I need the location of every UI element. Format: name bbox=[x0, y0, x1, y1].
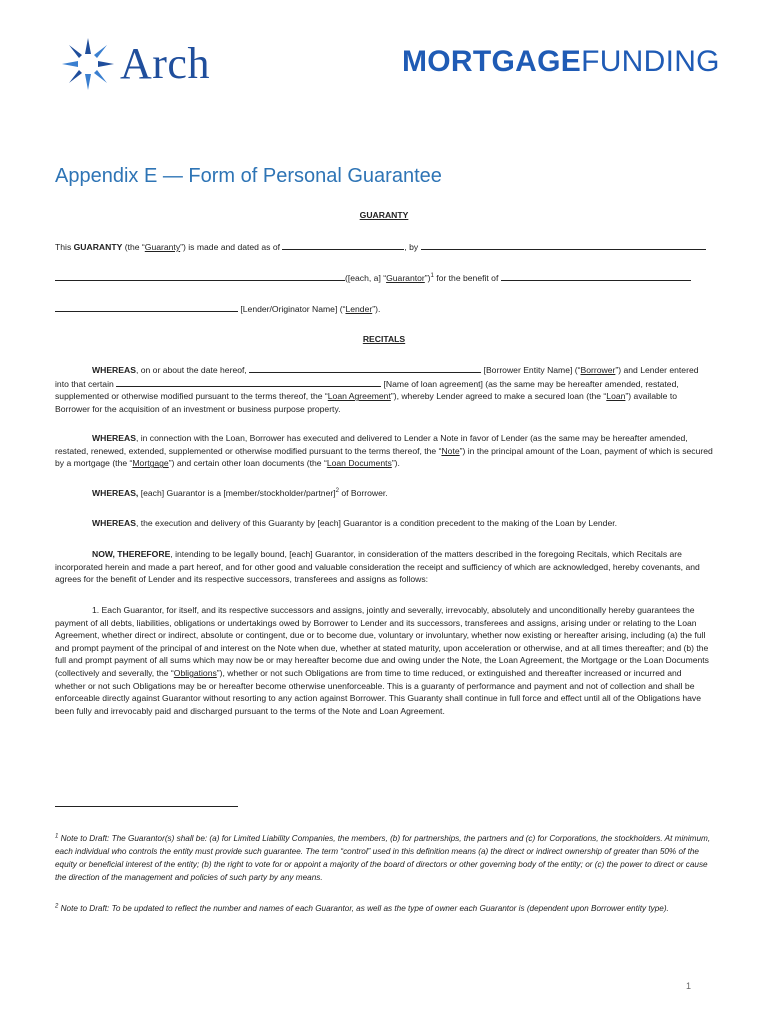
recital-text: ”). bbox=[391, 458, 400, 469]
recital-text: ”), whereby Lender agreed to make a secured loan (the “ bbox=[390, 391, 607, 402]
intro-text: ([each, a] “ bbox=[345, 273, 387, 283]
section-text: ”), whether or not such Obligations are from time to time reduced, or extinguished and thereafter increased or incurred and whether or not such Obligations may be or hereafter become otherwise unenforceable. This is a guaranty of performance and payment and not of collection and shall be enforceable directly against Guarantor without resorting to any action against Borrower. This Guaranty shall continue in full force and effect until all of the Obligations have been fully and irrevocably paid and discharged pursuant to the terms of the Note and Loan Agreement. bbox=[55, 667, 702, 716]
section-text: 1. Each Guarantor, for itself, and its respective successors and assigns, jointly and severally, irrevocably, absolutely and unconditionally hereby guarantees the payment of all debts, liabilities, obligations or undertakings owed by Borrower to Lender and its successors, transferees and assigns, arising under or relating to the Loan Agreement, whether direct or indirect, absolute or contingent, due or to become due, voluntary or involuntary, whether now existing or hereafter arising, including (a) the full and prompt payment of the principal of and interest on the Note when due, whether at stated maturity, upon acceleration or otherwise, and at all times thereafter; and (b) the full and prompt payment of all sums which may now be or may hereafter become due and owing under the Note, the Loan Agreement, the Mortgage or the Loan Documents (collectively and severally, the “ bbox=[55, 605, 709, 678]
recital-mortgage-defined: Mortgage bbox=[132, 458, 169, 469]
footnote-2 bbox=[55, 902, 713, 915]
footnote-ref-2[interactable]: 2 bbox=[335, 488, 339, 495]
intro-text: ”) is made and dated as of bbox=[180, 242, 283, 252]
arch-logo-text: Arch bbox=[120, 39, 210, 88]
intro-text: (the “ bbox=[122, 242, 145, 252]
document-title: Appendix E — Form of Personal Guarantee bbox=[55, 165, 442, 187]
loan-agreement-blank-field[interactable] bbox=[116, 377, 381, 387]
recital-note-defined: Note bbox=[441, 445, 460, 456]
recital-text: , on or about the date hereof, bbox=[135, 365, 250, 375]
intro-guaranty-defined: Guaranty bbox=[144, 242, 181, 252]
intro-text: ”). bbox=[372, 304, 381, 314]
recital-text: ”) and certain other loan documents (the “ bbox=[168, 458, 327, 469]
intro-guarantor-defined: Guarantor bbox=[386, 273, 425, 283]
recital-2 bbox=[55, 432, 713, 470]
footnote-ref-1[interactable]: 1 bbox=[430, 273, 434, 280]
arch-logo bbox=[60, 34, 210, 94]
footnote-1-text: Note to Draft: The Guarantor(s) shall be: (a) for Limited Liability Companies, the members, (b) for partnerships, the partners and (c) for Corporations, the stockholders. At minimum, each individual who controls the entity must provide such guarantee. The term “control” used in this definition means (a) the direct or indirect ownership of greater than 50% of the equity or beneficial interest of the entity; (b) the right to vote for or appoint a majority of the board of directors or other governing body of the entity; or (c) the power to direct or cause the direction of the management and policies of such party by any means. bbox=[55, 834, 711, 882]
logo-mortgage: MORTGAGE bbox=[402, 45, 582, 78]
recital-whereas: WHEREAS bbox=[92, 433, 136, 443]
recital-text: , the execution and delivery of this Guaranty by [each] Guarantor is a condition precedent to the making of the Loan by Lender. bbox=[135, 518, 618, 528]
recital-1 bbox=[55, 363, 713, 415]
recital-text: of Borrower. bbox=[338, 488, 388, 498]
section-1-paragraph bbox=[55, 604, 713, 717]
guarantor-blank-field[interactable] bbox=[55, 271, 345, 281]
recital-text: [each] Guarantor is a [member/stockholder/partner] bbox=[138, 488, 336, 498]
intro-lender-defined: Lender bbox=[345, 304, 373, 314]
mortgage-funding-logo bbox=[402, 47, 720, 77]
now-therefore-bold: NOW, THEREFORE bbox=[92, 549, 171, 559]
recital-3 bbox=[55, 487, 713, 500]
recital-text: [Name of loan agreement] (as the same may be hereafter amended, restated, supplemented or otherwise modified pursuant to the terms thereof, the “ bbox=[55, 378, 679, 402]
recital-text: , in connection with the Loan, Borrower has executed and delivered to Lender a Note in favor of Lender (as the same may be hereafter amended, restated, renewed, extended, supplemented or otherwise modified pursuant to the terms thereof, the “ bbox=[55, 433, 688, 456]
recital-whereas: WHEREAS, bbox=[92, 488, 139, 498]
intro-text: , by bbox=[404, 242, 421, 252]
guaranty-heading: GUARANTY bbox=[359, 210, 409, 220]
beneficiary-blank-field[interactable] bbox=[501, 271, 691, 281]
footnote-divider bbox=[55, 806, 238, 807]
intro-line-3 bbox=[55, 302, 713, 316]
recital-borrower-defined: Borrower bbox=[580, 365, 616, 375]
intro-line-2 bbox=[55, 271, 713, 285]
recital-text: [Borrower Entity Name] (“ bbox=[481, 365, 581, 375]
recitals-heading: RECITALS bbox=[362, 334, 406, 344]
footnote-1-number: 1 bbox=[55, 833, 59, 840]
footnote-1 bbox=[55, 832, 713, 884]
recital-text: ”) and Lender entered into that certain bbox=[55, 365, 699, 389]
recital-whereas: WHEREAS bbox=[92, 518, 136, 528]
arch-star-icon bbox=[60, 36, 116, 92]
recital-loan-defined: Loan bbox=[606, 391, 626, 402]
recital-4 bbox=[55, 517, 713, 530]
lender-blank-field[interactable] bbox=[55, 302, 238, 312]
intro-line-1 bbox=[55, 240, 713, 254]
intro-text: [Lender/Originator Name] (“ bbox=[238, 304, 346, 314]
recital-whereas: WHEREAS bbox=[92, 365, 136, 375]
guarantor-name-blank-field[interactable] bbox=[421, 240, 706, 250]
recital-text: ”) in the principal amount of the Loan, payment of which is secured by a mortgage (the “ bbox=[55, 445, 713, 469]
recital-text: ”) available to Borrower for the acquisition of an investment or business purpose property. bbox=[55, 391, 678, 414]
recital-loan-documents-defined: Loan Documents bbox=[326, 458, 392, 469]
footnote-2-number: 2 bbox=[55, 903, 59, 910]
now-therefore-paragraph bbox=[55, 548, 713, 586]
logo-funding: FUNDING bbox=[581, 45, 720, 78]
borrower-blank-field[interactable] bbox=[249, 363, 481, 373]
page-number: 1 bbox=[686, 981, 692, 991]
date-blank-field[interactable] bbox=[282, 240, 404, 250]
intro-guaranty-bold: GUARANTY bbox=[73, 242, 123, 252]
section-obligations-defined: Obligations bbox=[173, 667, 217, 678]
intro-text: for the benefit of bbox=[433, 273, 501, 283]
recital-loan-agreement-defined: Loan Agreement bbox=[327, 391, 391, 402]
intro-text: This bbox=[55, 242, 74, 252]
intro-text: ”) bbox=[424, 273, 431, 283]
recital-text: , intending to be legally bound, [each] Guarantor, in consideration of the matters described in the foregoing Recitals, which Recitals are incorporated herein and made a part hereof, and for other good and valuable consideration the receipt and sufficiency of which are acknowledged, hereby covenants, and agrees for the benefit of Lender and its respective successors, transferees and assigns as follows: bbox=[55, 549, 700, 585]
footnote-2-text: Note to Draft: To be updated to reflect the number and names of each Guarantor, as well as the type of owner each Guarantor is (dependent upon Borrower entity type). bbox=[58, 904, 669, 913]
